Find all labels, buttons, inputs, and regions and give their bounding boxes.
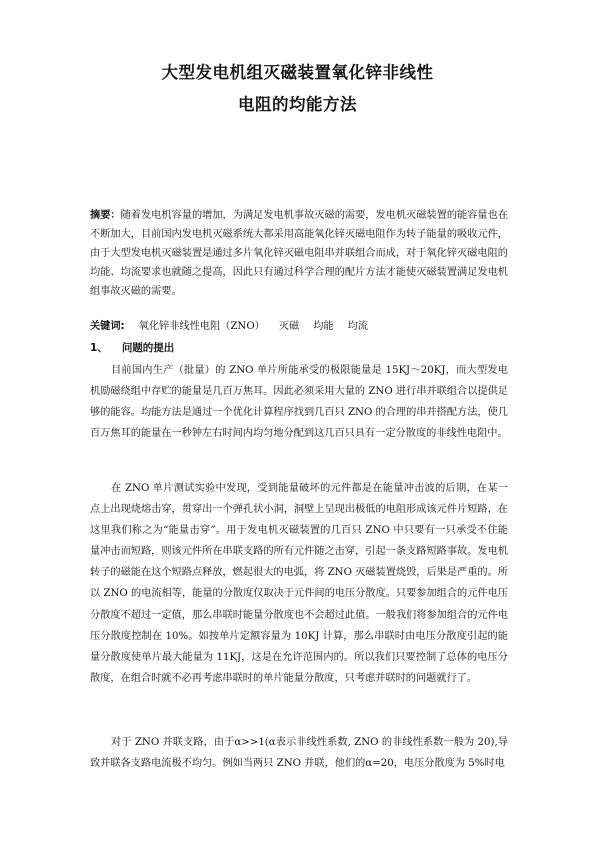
keyword-item: 均流 — [347, 321, 368, 332]
body-paragraph: 目前国内生产（批量）的 ZNO 单片所能承受的极限能量是 15KJ～20KJ，而大型发电机励磁绕组中存贮的能量是几百万焦耳。因此必须采用大量的 ZNO 进行串并联组合以提供足够的能容。均能方法是通过一个优化计算程序找到几百只 ZNO 的合理的串并搭配方法，使几百万焦耳的能量在一秒钟左右时间内均匀地分配到这几百只具有一定分散度的非线性电阻中。 — [90, 365, 508, 440]
document-title-line-2: 电阻的均能方法 — [238, 95, 357, 114]
keywords-label: 关键词: — [90, 321, 125, 332]
abstract-text: 随着发电机容量的增加，为满足发电机事故灭磁的需要，发电机灭磁装置的能容量也在不断加大，目前国内发电机灭磁系统大都采用高能氧化锌灭磁电阻作为转子能量的吸收元件，由于大型发电机灭磁装置是通过多片氧化锌灭磁电阻串并联组合而成，对于氧化锌灭磁电阻的均能、均流要求也就随之提高，因此只有通过科学合理的配片方法才能使灭磁装置满足发电机组事故灭磁的需要。 — [90, 210, 509, 298]
abstract-label: 摘要： — [90, 210, 121, 221]
keyword-item: 灭磁 — [278, 321, 300, 332]
abstract-paragraph — [90, 206, 508, 301]
keywords-line — [90, 319, 382, 335]
keyword-item: 均能 — [313, 321, 334, 332]
section-number: 1、 — [90, 342, 108, 354]
body-paragraph: 对于 ZNO 并联支路，由于α>>1(α表示非线性系数, ZNO 的非线性系数一般为 20),导致并联各支路电流极不均匀。例如当两只 ZNO 并联，他们的α=20，电压分散度为 5%时电 — [90, 737, 508, 770]
document-title-line-1: 大型发电机组灭磁装置氧化锌非线性 — [161, 63, 434, 82]
body-paragraph: 在 ZNO 单片测试实验中发现，受到能量破坏的元件都是在能量冲击波的后期，在某一点上出现烧熔击穿，贯穿出一个弹孔状小洞，洞壁上呈现出极低的电阻形成该元件片短路，在这里我们称之为“能量击穿”。用于发电机灭磁装置的几百只 ZNO 中只要有一只承受不住能量冲击而短路，则该元件所在串联支路的所有元件随之击穿，引起一条支路短路事故。发电机转子的磁能在这个短路点释放，燃起很大的电弧，将 ZNO 灭磁装置烧毁，后果是严重的。所以 ZNO 的电流相等，能量的分散度仅取决于元件间的电压分散度。只要参加组合的元件电压分散度不超过一定值，那么串联时能量分散度也不会超过此值。一般我们将参加组合的元件电压分散度控制在 10%。如按单片定额容量为 10KJ 计算，那么串联时由电压分散度引起的能量分散度使单片最大能量为 11KJ，这是在允许范围内的。所以我们只要控制了总体的电压分散度，在组合时就不必再考虑串联时的单片能量分散度，只考虑并联时的问题就行了。 — [90, 483, 508, 684]
keyword-item: 氧化锌非线性电阻（ZNO） — [138, 321, 265, 332]
section-title: 问题的提出 — [121, 342, 175, 354]
section-heading — [90, 340, 174, 356]
